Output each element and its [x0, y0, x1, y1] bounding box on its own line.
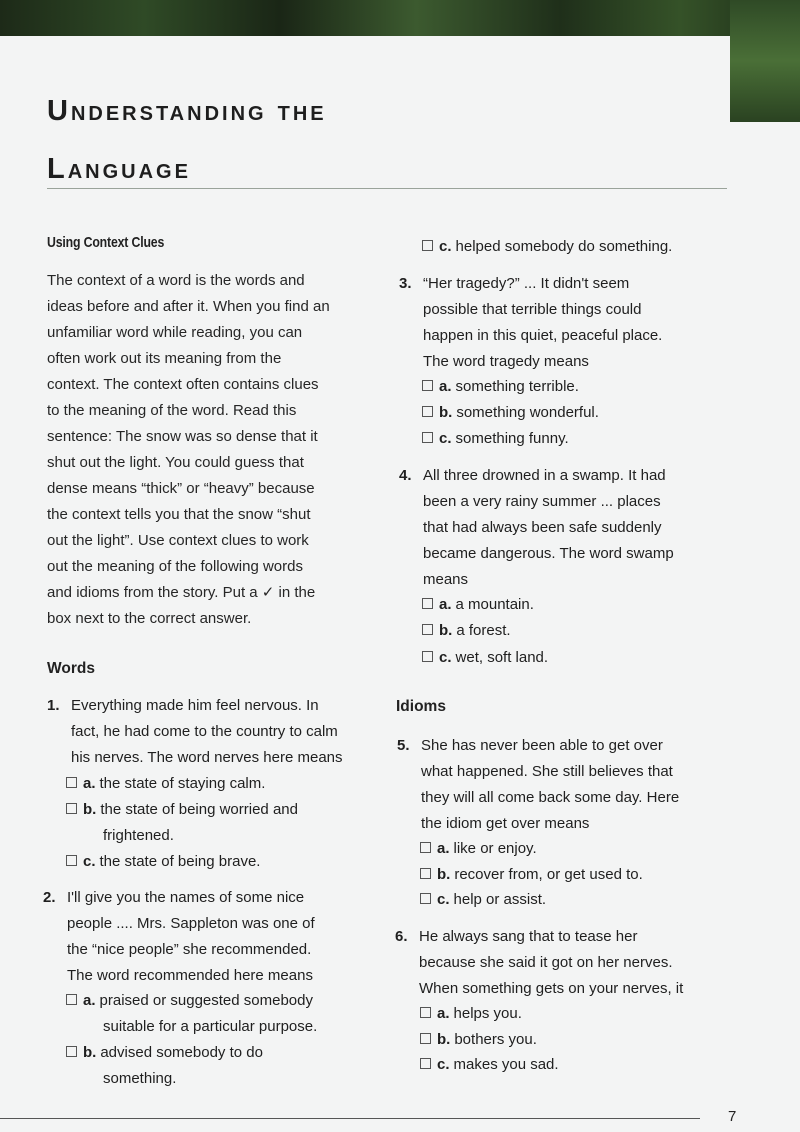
question-line: When something gets on your nerves, it [419, 980, 684, 997]
intro-line: and idioms from the story. Put a ✓ in the [47, 584, 316, 601]
option-text: a mountain. [455, 596, 534, 613]
checkbox[interactable] [420, 1007, 431, 1018]
option-text: bothers you. [454, 1031, 537, 1048]
checkbox[interactable] [420, 1058, 431, 1069]
question-line: became dangerous. The word swamp [423, 545, 674, 562]
option-text: suitable for a particular purpose. [103, 1018, 318, 1035]
option-1b[interactable] [66, 797, 298, 849]
option-text: something wonderful. [456, 404, 599, 421]
option-6c[interactable] [420, 1052, 559, 1078]
option-letter: c. [437, 891, 450, 908]
words-heading: Words [47, 660, 95, 677]
option-text: a forest. [456, 622, 511, 639]
question-number: 6. [395, 928, 408, 945]
option-3a[interactable] [422, 374, 579, 400]
question-line: “Her tragedy?” ... It didn't seem [423, 275, 630, 292]
option-text: help or assist. [453, 891, 547, 908]
question-line: Everything made him feel nervous. In [71, 697, 319, 714]
checkbox[interactable] [66, 803, 77, 814]
option-3b[interactable] [422, 400, 599, 426]
page-number: 7 [728, 1108, 737, 1125]
title-rule [47, 188, 727, 189]
idioms-heading: Idioms [396, 698, 446, 715]
header-photo-strip [0, 0, 800, 40]
question-number: 1. [47, 697, 60, 714]
question-number: 3. [399, 275, 412, 292]
option-letter: b. [439, 404, 453, 421]
intro-line: out the light”. Use context clues to work [47, 532, 309, 549]
question-line: they will all come back some day. Here [421, 789, 680, 806]
intro-line: out the meaning of the following words [47, 558, 303, 575]
option-text: something funny. [455, 430, 569, 447]
option-3c[interactable] [422, 426, 569, 452]
title-line-1: Understanding the [47, 95, 327, 127]
intro-line: context. The context often contains clues [47, 376, 319, 393]
option-2b[interactable] [66, 1040, 263, 1092]
option-letter: a. [439, 378, 452, 395]
option-letter: a. [439, 596, 452, 613]
question-line: because she said it got on her nerves. [419, 954, 673, 971]
intro-line: sentence: The snow was so dense that it [47, 428, 318, 445]
intro-line: dense means “thick” or “heavy” because [47, 480, 315, 497]
option-text: helped somebody do something. [455, 238, 673, 255]
option-4a[interactable] [422, 592, 534, 618]
option-text: helps you. [453, 1005, 522, 1022]
intro-line: ideas before and after it. When you find an [47, 298, 330, 315]
question-line: happen in this quiet, peaceful place. [423, 327, 663, 344]
option-text: the state of being worried and [100, 801, 298, 818]
question-text [421, 733, 721, 837]
question-line: The word tragedy means [423, 353, 589, 370]
question-text [423, 271, 723, 375]
option-letter: c. [437, 1056, 450, 1073]
option-text: praised or suggested somebody [99, 992, 313, 1009]
checkbox[interactable] [420, 1033, 431, 1044]
option-letter: a. [83, 992, 96, 1009]
option-letter: b. [83, 801, 97, 818]
checkbox[interactable] [422, 380, 433, 391]
question-line: people .... Mrs. Sappleton was one of [67, 915, 315, 932]
option-2a[interactable] [66, 988, 317, 1040]
option-text: something. [103, 1070, 177, 1087]
question-number: 4. [399, 467, 412, 484]
checkbox[interactable] [66, 855, 77, 866]
intro-line: The context of a word is the words and [47, 272, 305, 289]
question-number: 5. [397, 737, 410, 754]
intro-line: the context tells you that the snow “shut [47, 506, 311, 523]
checkbox[interactable] [422, 624, 433, 635]
intro-line: often work out its meaning from the [47, 350, 282, 367]
question-text [71, 693, 371, 771]
option-letter: b. [83, 1044, 97, 1061]
option-text: the state of being brave. [99, 853, 261, 870]
question-line: The word recommended here means [67, 967, 313, 984]
option-text: like or enjoy. [453, 840, 537, 857]
option-letter: c. [439, 649, 452, 666]
question-text [67, 885, 367, 989]
question-line: fact, he had come to the country to calm [71, 723, 338, 740]
option-text: advised somebody to do [100, 1044, 263, 1061]
context-intro [47, 268, 387, 632]
checkbox[interactable] [420, 893, 431, 904]
option-6b[interactable] [420, 1027, 537, 1053]
option-text: something terrible. [455, 378, 579, 395]
option-letter: a. [437, 1005, 450, 1022]
option-1a[interactable] [66, 771, 265, 797]
question-line: what happened. She still believes that [421, 763, 673, 780]
checkbox[interactable] [422, 651, 433, 662]
option-letter: a. [437, 840, 450, 857]
question-line: He always sang that to tease her [419, 928, 638, 945]
question-line: possible that terrible things could [423, 301, 642, 318]
question-line: She has never been able to get over [421, 737, 663, 754]
question-line: been a very rainy summer ... places [423, 493, 661, 510]
intro-line: box next to the correct answer. [47, 610, 252, 627]
intro-line: shut out the light. You could guess that [47, 454, 304, 471]
option-4b[interactable] [422, 618, 511, 644]
question-line: All three drowned in a swamp. It had [423, 467, 666, 484]
option-letter: c. [439, 238, 452, 255]
option-2c[interactable] [422, 234, 672, 260]
option-text: wet, soft land. [455, 649, 549, 666]
option-1c[interactable] [66, 849, 260, 875]
page-title [47, 82, 327, 198]
option-5a[interactable] [420, 836, 537, 862]
footer-rule [0, 1118, 700, 1119]
option-letter: c. [439, 430, 452, 447]
option-letter: c. [83, 853, 96, 870]
option-5b[interactable] [420, 862, 643, 888]
option-letter: b. [437, 866, 451, 883]
checkbox[interactable] [420, 842, 431, 853]
option-text: the state of staying calm. [99, 775, 266, 792]
option-text: makes you sad. [453, 1056, 559, 1073]
option-letter: b. [439, 622, 453, 639]
page-margin [730, 122, 800, 1132]
checkbox[interactable] [422, 240, 433, 251]
header-photo-corner [730, 0, 800, 122]
title-line-2: Language [47, 153, 191, 185]
question-line: the “nice people” she recommended. [67, 941, 312, 958]
intro-line: to the meaning of the word. Read this [47, 402, 297, 419]
option-letter: a. [83, 775, 96, 792]
question-number: 2. [43, 889, 56, 906]
option-text: frightened. [103, 827, 174, 844]
context-clues-heading: Using Context Clues [47, 234, 165, 251]
checkbox[interactable] [66, 994, 77, 1005]
question-text [423, 463, 723, 593]
intro-line: unfamiliar word while reading, you can [47, 324, 303, 341]
checkbox[interactable] [422, 432, 433, 443]
checkbox[interactable] [420, 868, 431, 879]
question-line: that had always been safe suddenly [423, 519, 662, 536]
checkbox[interactable] [422, 406, 433, 417]
question-line: I'll give you the names of some nice [67, 889, 305, 906]
question-line: his nerves. The word nerves here means [71, 749, 343, 766]
checkbox[interactable] [422, 598, 433, 609]
question-line: the idiom get over means [421, 815, 590, 832]
checkbox[interactable] [66, 1046, 77, 1057]
option-4c[interactable] [422, 645, 548, 671]
option-6a[interactable] [420, 1001, 522, 1027]
checkbox[interactable] [66, 777, 77, 788]
question-line: means [423, 571, 469, 588]
question-text [419, 924, 719, 1002]
option-5c[interactable] [420, 887, 546, 913]
option-text: recover from, or get used to. [454, 866, 643, 883]
option-letter: b. [437, 1031, 451, 1048]
